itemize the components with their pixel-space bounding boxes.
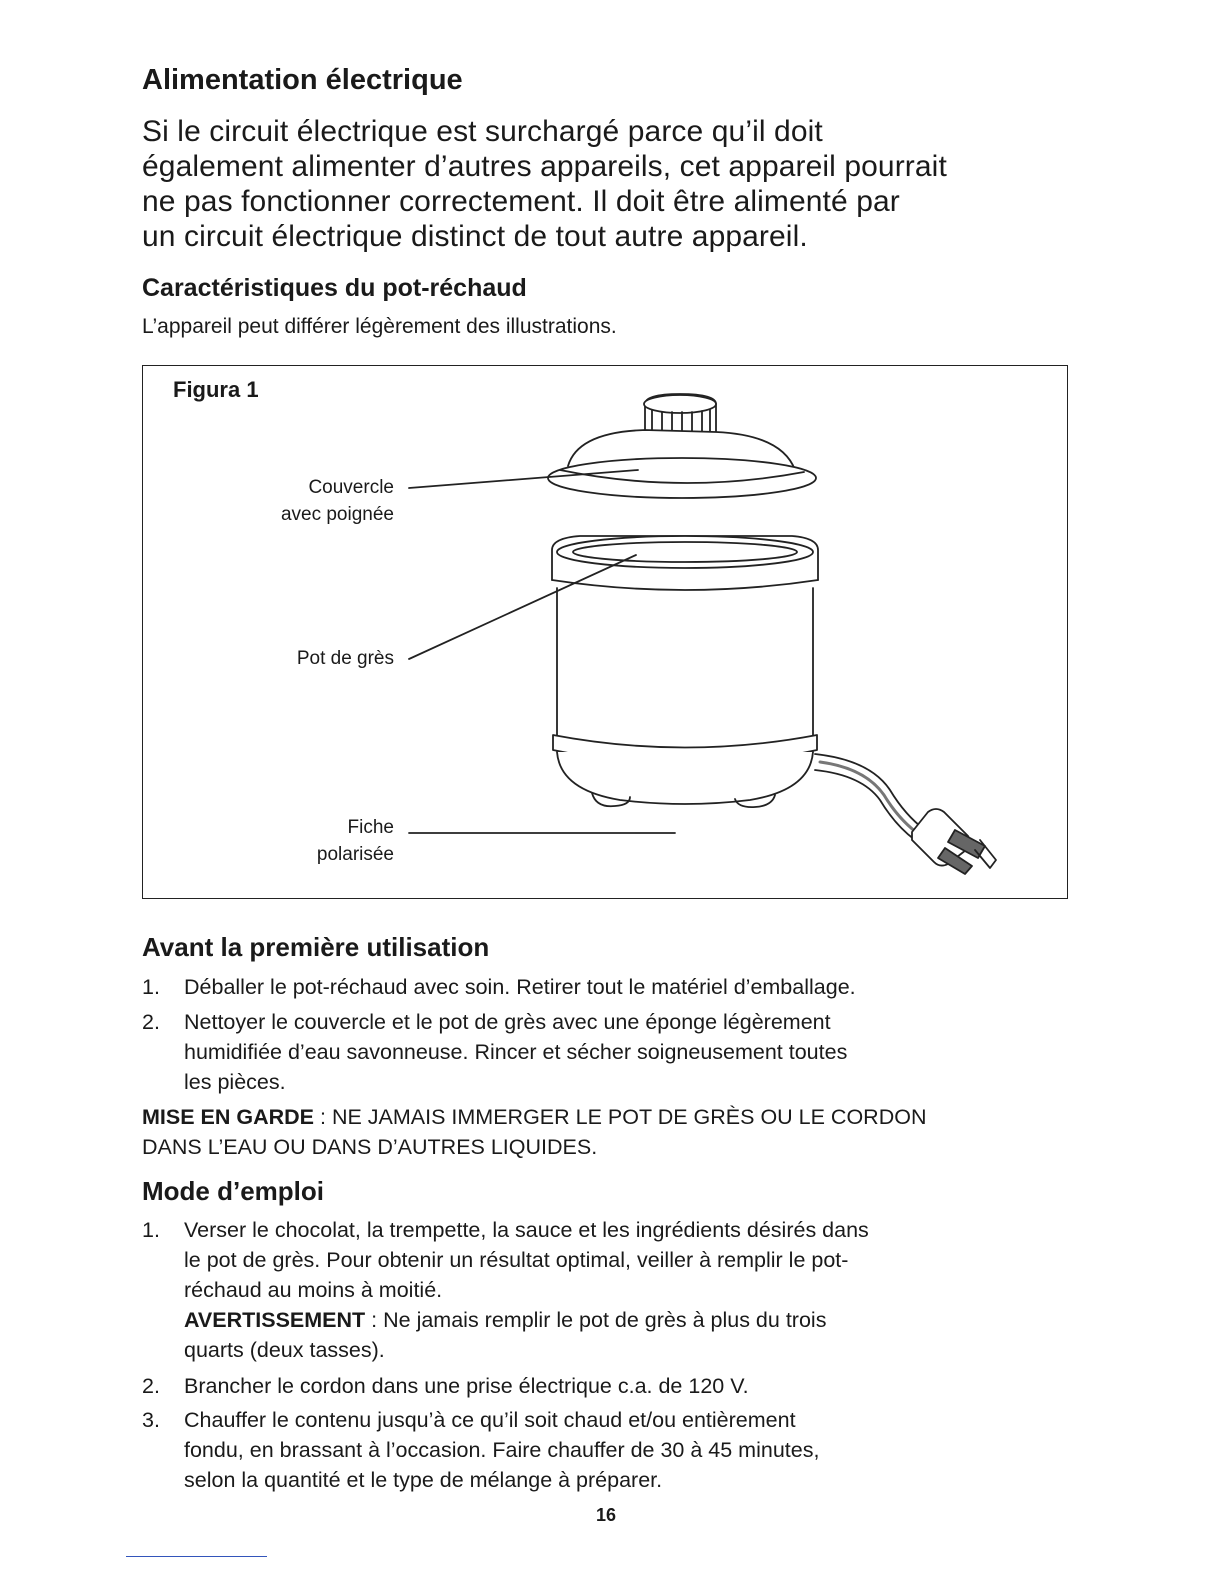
warning-line: quarts (deux tasses). bbox=[184, 1338, 385, 1362]
list-item bbox=[142, 1007, 856, 1097]
callout-pot: Pot de grès bbox=[296, 648, 394, 669]
before-use-list bbox=[142, 972, 856, 1097]
features-subtitle: L’appareil peut différer légèrement des illustrations. bbox=[142, 315, 617, 338]
caution-notice bbox=[142, 1102, 927, 1162]
warning-label: AVERTISSEMENT bbox=[184, 1308, 366, 1332]
section-heading-instructions: Mode d’emploi bbox=[142, 1176, 324, 1206]
callout-lid-line2: avec poignée bbox=[280, 504, 394, 525]
figure-title: Figura 1 bbox=[173, 377, 259, 402]
list-item-number: 2. bbox=[142, 1374, 160, 1398]
callout-lid-line1: Couvercle bbox=[308, 477, 394, 498]
caution-line: DANS L’EAU OU DANS D’AUTRES LIQUIDES. bbox=[142, 1135, 598, 1159]
caution-line bbox=[142, 1102, 927, 1132]
list-item-number: 1. bbox=[142, 1218, 160, 1242]
list-item-number: 2. bbox=[142, 1010, 160, 1034]
warning-text: : Ne jamais remplir le pot de grès à plus du trois bbox=[365, 1308, 827, 1332]
list-item bbox=[142, 1405, 869, 1495]
power-paragraph bbox=[142, 114, 947, 254]
list-item-line: humidifiée d’eau savonneuse. Rincer et sécher soigneusement toutes bbox=[184, 1040, 848, 1064]
list-item-line: le pot de grès. Pour obtenir un résultat optimal, veiller à remplir le pot- bbox=[184, 1248, 849, 1272]
power-line: Si le circuit électrique est surchargé parce qu’il doit bbox=[142, 115, 823, 148]
list-item-line: Verser le chocolat, la trempette, la sauce et les ingrédients désirés dans bbox=[184, 1218, 869, 1242]
list-item-number: 3. bbox=[142, 1408, 160, 1432]
footer-rule bbox=[126, 1556, 267, 1557]
warning-line bbox=[184, 1305, 869, 1335]
list-item bbox=[142, 1371, 869, 1401]
list-item-line: Déballer le pot-réchaud avec soin. Retirer tout le matériel d’emballage. bbox=[184, 975, 856, 999]
list-item-line: les pièces. bbox=[184, 1070, 286, 1094]
callout-plug-line1: Fiche bbox=[347, 817, 394, 838]
list-item-line: Chauffer le contenu jusqu’à ce qu’il soit chaud et/ou entièrement bbox=[184, 1408, 796, 1432]
list-item-line: Brancher le cordon dans une prise électrique c.a. de 120 V. bbox=[184, 1374, 749, 1398]
callout-lid bbox=[281, 474, 394, 528]
section-heading-features: Caractéristiques du pot-réchaud bbox=[142, 274, 527, 302]
section-heading-power: Alimentation électrique bbox=[142, 64, 463, 96]
list-item-line: réchaud au moins à moitié. bbox=[184, 1278, 443, 1302]
section-heading-before-use: Avant la première utilisation bbox=[142, 932, 490, 962]
instructions-list bbox=[142, 1215, 869, 1495]
figure-frame bbox=[142, 365, 1068, 899]
callout-plug bbox=[317, 814, 394, 868]
list-item-line: Nettoyer le couvercle et le pot de grès avec une éponge légèrement bbox=[184, 1010, 831, 1034]
power-line: un circuit électrique distinct de tout autre appareil. bbox=[142, 220, 808, 253]
page-number: 16 bbox=[596, 1505, 617, 1525]
list-item bbox=[142, 1215, 869, 1365]
list-item-line: fondu, en brassant à l’occasion. Faire chauffer de 30 à 45 minutes, bbox=[184, 1438, 820, 1462]
caution-text: : NE JAMAIS IMMERGER LE POT DE GRÈS OU LE CORDON bbox=[314, 1105, 927, 1129]
list-item-line: selon la quantité et le type de mélange à préparer. bbox=[184, 1468, 663, 1492]
caution-label: MISE EN GARDE bbox=[142, 1105, 315, 1129]
power-line: ne pas fonctionner correctement. Il doit être alimenté par bbox=[142, 185, 900, 218]
callout-plug-line2: polarisée bbox=[316, 844, 394, 865]
power-line: également alimenter d’autres appareils, cet appareil pourrait bbox=[142, 150, 947, 183]
list-item bbox=[142, 972, 856, 1002]
list-item-number: 1. bbox=[142, 975, 160, 999]
